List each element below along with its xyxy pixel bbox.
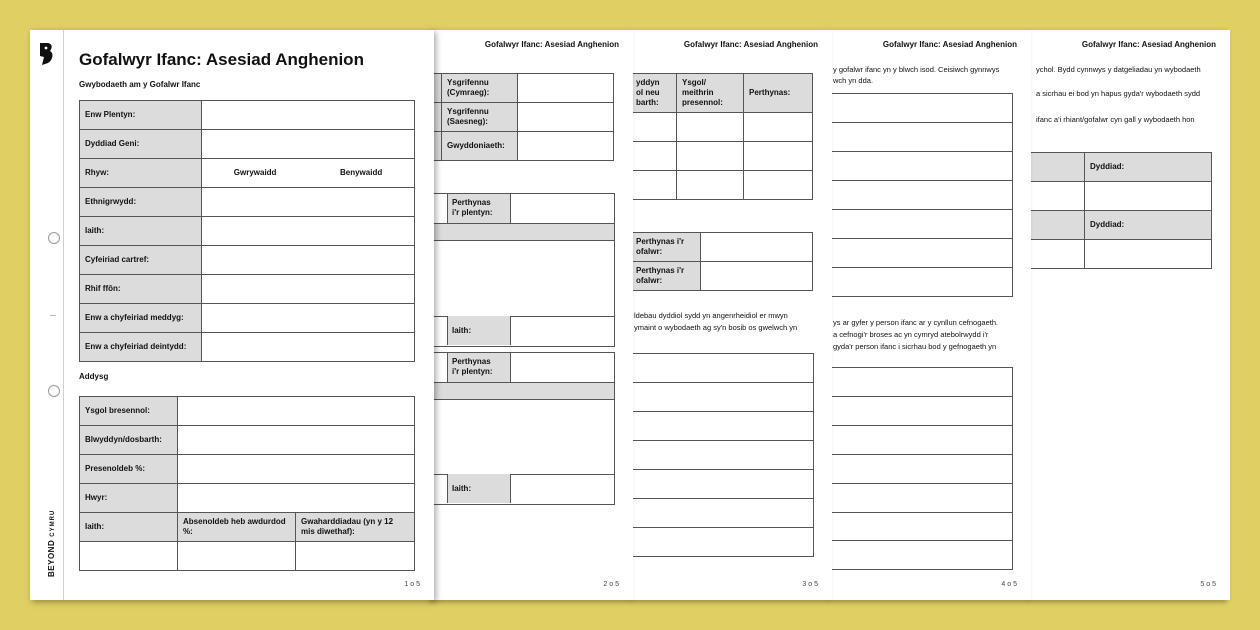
page-header-title: Gofalwyr Ifanc: Asesiad Anghenion (683, 40, 818, 49)
subject-label: Ysgrifennu (Saesneg): (442, 103, 518, 132)
field-label: Enw Plentyn: (80, 101, 202, 130)
current-school-field[interactable] (178, 397, 415, 426)
gender-option-female[interactable]: Benywaidd (339, 168, 383, 177)
field-label: Dyddiad Geni: (80, 130, 202, 159)
subject-label: Gwyddoniaeth: (442, 132, 518, 161)
page-text-line: ifanc a'i rhiant/gofalwr cyn gall y wybodaeth hon (1036, 115, 1195, 124)
page-text-line: ys ar gyfer y person ifanc ar y cynllun cefnogaeth. (833, 318, 999, 327)
exclusions-field[interactable] (296, 542, 415, 571)
page-header-title: Gofalwyr Ifanc: Asesiad Anghenion (1081, 40, 1216, 49)
worksheet-page-5 (1030, 30, 1230, 600)
page-text-line: y gofalwr ifanc yn y blwch isod. Ceisiwch gynnwys (833, 65, 1000, 74)
page-text-line: gyda'r person ifanc i sicrhau bod y gefnogaeth yn (833, 342, 997, 351)
page-number: 5 o 5 (1200, 581, 1216, 588)
language-label: Iaith: (452, 484, 472, 493)
column-header: Perthynas: (744, 74, 813, 113)
field-label: Iaith: (80, 217, 202, 246)
signature-cell[interactable] (1030, 182, 1085, 211)
signature-cell[interactable] (1030, 240, 1085, 269)
page-number: 4 o 5 (1001, 581, 1017, 588)
date-cell[interactable] (1085, 240, 1212, 269)
column-header: Absenoldeb heb awdurdod %: (178, 513, 296, 542)
relation-label: Perthynas i'r ofalwr: (632, 233, 701, 262)
year-class-field[interactable] (178, 426, 415, 455)
child-name-field[interactable] (202, 101, 415, 130)
page-number: 3 o 5 (802, 581, 818, 588)
attendance-field[interactable] (178, 455, 415, 484)
address-field[interactable] (202, 246, 415, 275)
page-number: 1 o 5 (404, 581, 420, 588)
punch-hole (48, 232, 60, 244)
page-text-line: a sicrhau ei bod yn hapus gyda'r wybodaeth sydd (1036, 89, 1201, 98)
answer-box[interactable] (831, 93, 1013, 297)
date-label: Dyddiad: (1085, 211, 1212, 240)
brand-wordmark: BEYONDCYMRU (47, 509, 56, 577)
field-label: Presenoldeb %: (80, 455, 178, 484)
dob-field[interactable] (202, 130, 415, 159)
date-label: Dyddiad: (1085, 153, 1212, 182)
relation-label: Perthynas i'r plentyn: (452, 198, 493, 217)
siblings-table (632, 73, 813, 200)
section-heading: Addysg (79, 372, 109, 381)
doctor-field[interactable] (202, 304, 415, 333)
worksheet-page-1 (30, 30, 434, 600)
column-header: Ysgol/ meithrin presennol: (677, 74, 744, 113)
field-label: Rhyw: (80, 159, 202, 188)
gender-field[interactable] (202, 159, 415, 188)
language-label: Iaith: (452, 326, 472, 335)
school-language-field[interactable] (80, 542, 178, 571)
page-text-line: ldebau dyddiol sydd yn angenrheidiol er mwyn (634, 311, 788, 320)
page-text-line: a cefnogi'r broses ac yn cymryd atebolrwydd i'r (833, 330, 989, 339)
page-text-line: ymaint o wybodaeth ag sy'n bosib os gwelwch yn (634, 323, 798, 332)
field-label: Enw a chyfeiriad deintydd: (80, 333, 202, 362)
page-header-title: Gofalwyr Ifanc: Asesiad Anghenion (882, 40, 1017, 49)
page-text-line: ychol. Bydd cynnwys y datgeliadau yn wybodaeth (1036, 65, 1201, 74)
column-header: Iaith: (80, 513, 178, 542)
relation-label: Perthynas i'r ofalwr: (632, 262, 701, 291)
page-header-title: Gofalwyr Ifanc: Asesiad Anghenion (484, 40, 619, 49)
column-header: yddyn ol neu barth: (632, 74, 677, 113)
field-label: Rhif ffôn: (80, 275, 202, 304)
education-table (79, 396, 415, 571)
field-label: Ethnigrwydd: (80, 188, 202, 217)
relation-table (632, 232, 813, 291)
unauthorised-absence-field[interactable] (178, 542, 296, 571)
relation-label: Perthynas i'r plentyn: (452, 357, 493, 376)
binding-strip (30, 30, 64, 600)
field-label: Blwyddyn/dosbarth: (80, 426, 178, 455)
subjects-table (433, 73, 614, 161)
column-header: Gwaharddiadau (yn y 12 mis diwethaf): (296, 513, 415, 542)
page-text-line: wch yn dda. (833, 76, 874, 85)
beyond-logo-icon (38, 42, 55, 66)
page-number: 2 o 5 (603, 581, 619, 588)
worksheet-page-3 (632, 30, 832, 600)
gender-option-male[interactable]: Gwrywaidd (233, 168, 277, 177)
language-field[interactable] (202, 217, 415, 246)
sibling-block (433, 193, 615, 347)
late-field[interactable] (178, 484, 415, 513)
daily-tasks-box[interactable] (632, 353, 814, 557)
worksheet-page-4 (831, 30, 1031, 600)
date-cell[interactable] (1085, 182, 1212, 211)
ethnicity-field[interactable] (202, 188, 415, 217)
signature-date-table (1030, 152, 1212, 269)
subject-label: Ysgrifennu (Cymraeg): (442, 74, 518, 103)
worksheet-page-2 (433, 30, 633, 600)
field-label: Hwyr: (80, 484, 178, 513)
support-plan-box[interactable] (831, 367, 1013, 570)
field-label: Cyfeiriad cartref: (80, 246, 202, 275)
sibling-block (433, 352, 615, 505)
field-label: Enw a chyfeiriad meddyg: (80, 304, 202, 333)
section-heading: Gwybodaeth am y Gofalwr Ifanc (79, 80, 201, 89)
dentist-field[interactable] (202, 333, 415, 362)
page-title: Gofalwyr Ifanc: Asesiad Anghenion (79, 50, 364, 69)
carer-info-table (79, 100, 415, 362)
field-label: Ysgol bresennol: (80, 397, 178, 426)
phone-field[interactable] (202, 275, 415, 304)
punch-hole (48, 385, 60, 397)
